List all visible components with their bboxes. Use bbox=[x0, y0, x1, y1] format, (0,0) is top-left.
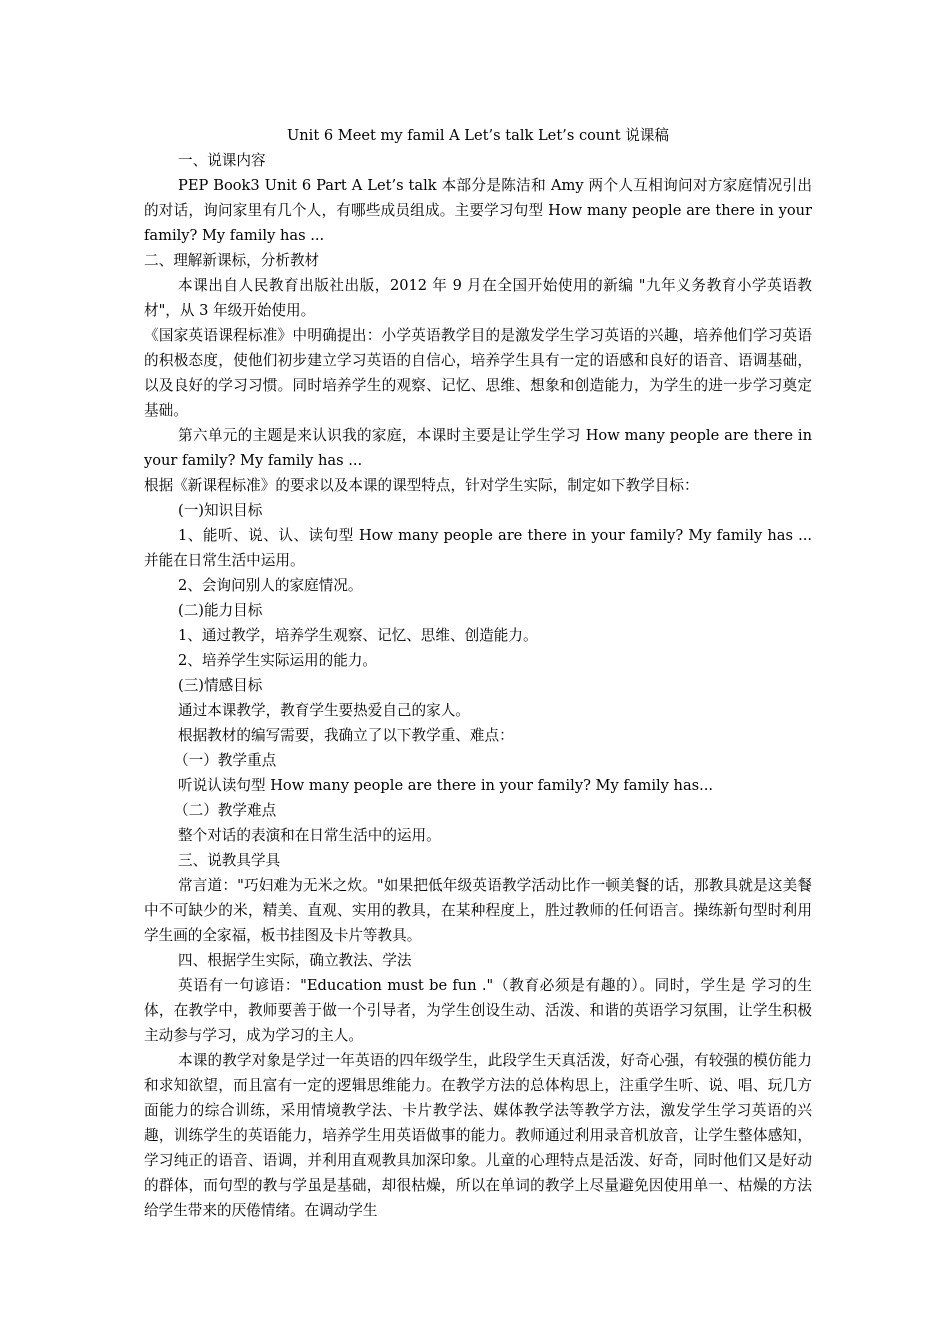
paragraph: 第六单元的主题是来认识我的家庭，本课时主要是让学生学习 How many people are there in your family? My family has ... bbox=[144, 427, 812, 469]
paragraph: （二）教学难点 bbox=[174, 802, 277, 819]
paragraph: 整个对话的表演和在日常生活中的运用。 bbox=[178, 827, 441, 844]
paragraph: 2、培养学生实际运用的能力。 bbox=[178, 652, 378, 669]
paragraph: (二)能力目标 bbox=[178, 602, 263, 619]
paragraph: 英语有一句谚语："Education must be fun ."（教育必须是有趣的）。同时，学生是 学习的生体，在教学中，教师要善于做一个引导者，为学生创设生动、活泼、和谐的英语学习氛围，让学生积极主动参与学习，成为学习的主人。 bbox=[144, 977, 812, 1044]
paragraph: (三)情感目标 bbox=[178, 677, 263, 694]
paragraph: 1、通过教学，培养学生观察、记忆、思维、创造能力。 bbox=[178, 627, 538, 644]
paragraph: (一)知识目标 bbox=[178, 502, 263, 519]
paragraph: 本课出自人民教育出版社出版，2012 年 9 月在全国开始使用的新编 "九年义务教育小学英语教材"，从 3 年级开始使用。 bbox=[144, 277, 812, 319]
document-title: Unit 6 Meet my famil A Let’s talk Let’s count 说课稿 bbox=[286, 127, 669, 144]
document-body bbox=[144, 123, 812, 1223]
paragraph: （一）教学重点 bbox=[174, 752, 277, 769]
paragraph: 常言道："巧妇难为无米之炊。"如果把低年级英语教学活动比作一顿美餐的话，那教具就是这美餐中不可缺少的米，精美、直观、实用的教具，在某种程度上，胜过教师的任何语言。操练新句型时利用学生画的全家福，板书挂图及卡片等教具。 bbox=[144, 877, 812, 944]
paragraph: 通过本课教学，教育学生要热爱自己的家人。 bbox=[178, 702, 470, 719]
paragraph: 根据《新课程标准》的要求以及本课的课型特点，针对学生实际，制定如下教学目标： bbox=[144, 477, 699, 494]
paragraph: 二、理解新课标，分析教材 bbox=[144, 252, 320, 269]
paragraph: PEP Book3 Unit 6 Part A Let’s talk 本部分是陈洁和 Amy 两个人互相询问对方家庭情况引出的对话，询问家里有几个人，有哪些成员组成。主要学习句型 How many people are there in your family? My family has ... bbox=[144, 177, 812, 244]
paragraph: 2、会询问别人的家庭情况。 bbox=[178, 577, 363, 594]
paragraph: 根据教材的编写需要，我确立了以下教学重、难点： bbox=[178, 727, 514, 744]
paragraph: 三、说教具学具 bbox=[178, 852, 281, 869]
paragraph: 一、说课内容 bbox=[178, 152, 266, 169]
paragraph: 听说认读句型 How many people are there in your family? My family has... bbox=[178, 777, 714, 794]
paragraph: 1、能听、说、认、读句型 How many people are there in your family? My family has ... 并能在日常生活中运用。 bbox=[144, 527, 812, 569]
paragraph: 《国家英语课程标准》中明确提出：小学英语教学目的是激发学生学习英语的兴趣，培养他们学习英语的积极态度，使他们初步建立学习英语的自信心，培养学生具有一定的语感和良好的语音、语调基础，以及良好的学习习惯。同时培养学生的观察、记忆、思维、想象和创造能力，为学生的进一步学习奠定基础。 bbox=[144, 327, 812, 419]
paragraph: 四、根据学生实际，确立教法、学法 bbox=[178, 952, 412, 969]
paragraph: 本课的教学对象是学过一年英语的四年级学生，此段学生天真活泼，好奇心强，有较强的模仿能力和求知欲望，而且富有一定的逻辑思维能力。在教学方法的总体构思上，注重学生听、说、唱、玩几方面能力的综合训练，采用情境教学法、卡片教学法、媒体教学法等教学方法，激发学生学习英语的兴趣，训练学生的英语能力，培养学生用英语做事的能力。教师通过利用录音机放音，让学生整体感知，学习纯正的语音、语调，并利用直观教具加深印象。儿童的心理特点是活泼、好奇，同时他们又是好动的群体，而句型的教与学虽是基础，却很枯燥，所以在单词的教学上尽量避免因使用单一、枯燥的方法给学生带来的厌倦情绪。在调动学生 bbox=[144, 1052, 812, 1219]
